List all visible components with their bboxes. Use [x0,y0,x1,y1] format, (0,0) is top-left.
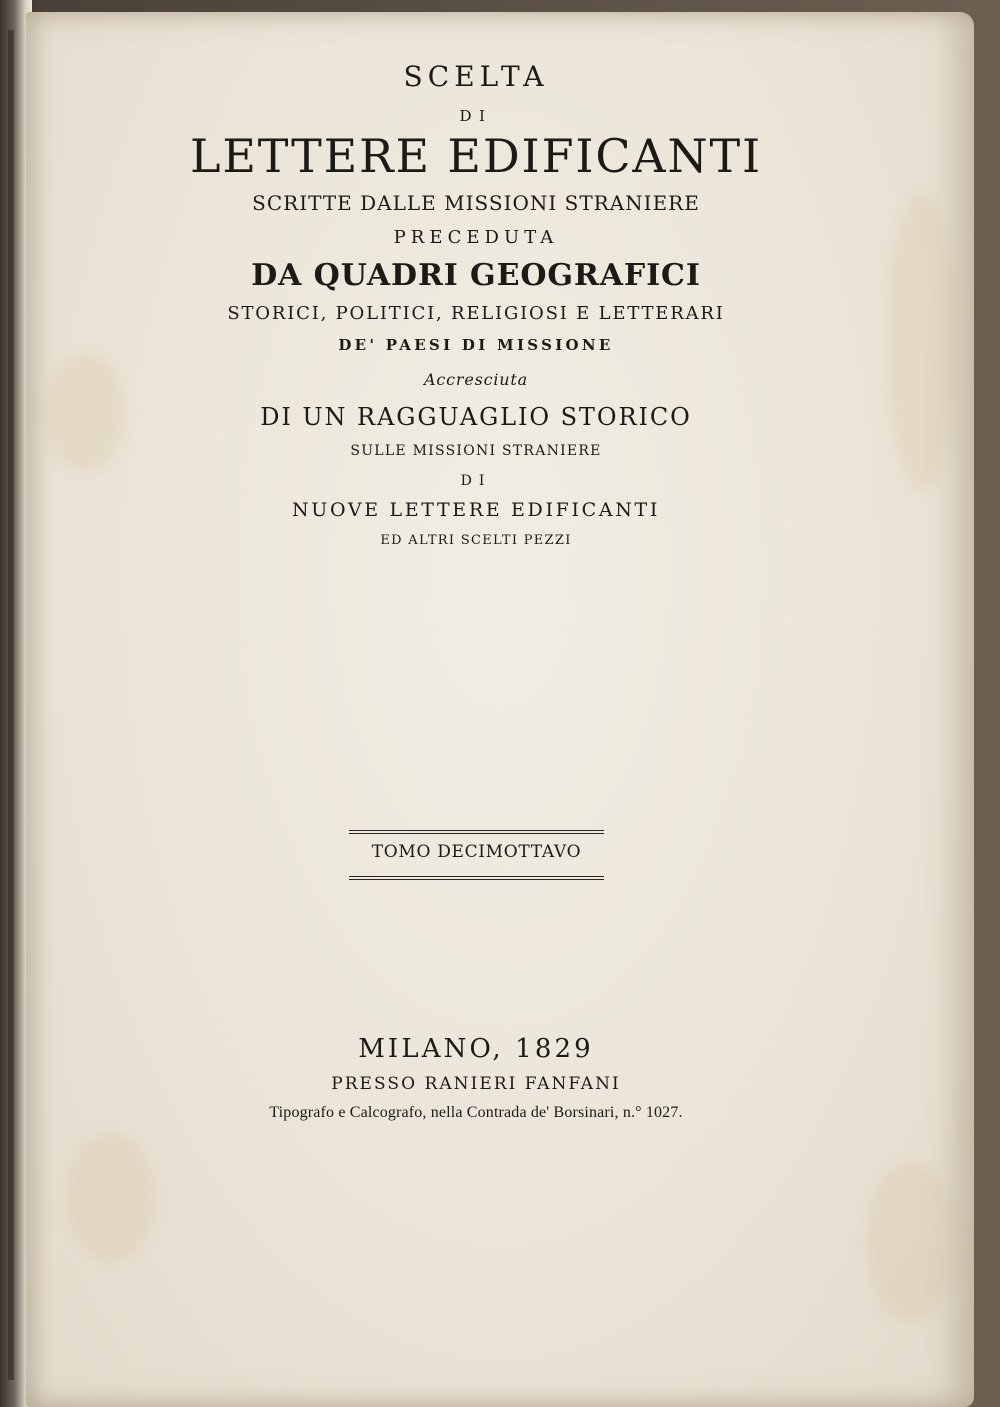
paesi-line: DE' PAESI DI MISSIONE [338,336,614,354]
cover-edge-shadow [8,30,14,1380]
main-title: LETTERE EDIFICANTI [189,129,763,183]
foxing-stain [46,352,126,472]
title-scelta: SCELTA [403,60,549,93]
rule-bottom-thin [349,879,604,880]
sulle-line: SULLE MISSIONI STRANIERE [350,443,602,459]
rule-top-thin [349,833,604,834]
volume-label: TOMO DECIMOTTAVO [371,842,582,862]
imprint-block [146,1034,806,1122]
title-page [26,12,974,1407]
imprint-place-year: MILANO, 1829 [358,1034,594,1064]
foxing-stain [66,1132,156,1262]
quadri-line: DA QUADRI GEOGRAFICI [251,258,701,293]
volume-box [349,830,604,880]
accresciuta-line: Accresciuta [424,370,528,389]
altri-line: ED ALTRI SCELTI PEZZI [380,533,572,548]
foxing-stain [866,1162,956,1322]
nuove-line: NUOVE LETTERE EDIFICANTI [292,499,660,521]
preceduta-line: PRECEDUTA [393,227,559,248]
title-di-2: DI [460,473,492,489]
subtitle: SCRITTE DALLE MISSIONI STRANIERE [252,191,700,215]
imprint-publisher: PRESSO RANIERI FANFANI [331,1074,621,1094]
title-block [146,60,806,548]
rule-bottom [349,876,604,877]
rule-top [349,830,604,831]
foxing-stain [886,192,956,492]
ragguaglio-line: DI UN RAGGUAGLIO STORICO [260,403,692,431]
storici-line: STORICI, POLITICI, RELIGIOSI E LETTERARI [227,303,725,324]
title-di: DI [459,107,493,125]
imprint-address: Tipografo e Calcografo, nella Contrada de' Borsinari, n.° 1027. [269,1104,683,1121]
